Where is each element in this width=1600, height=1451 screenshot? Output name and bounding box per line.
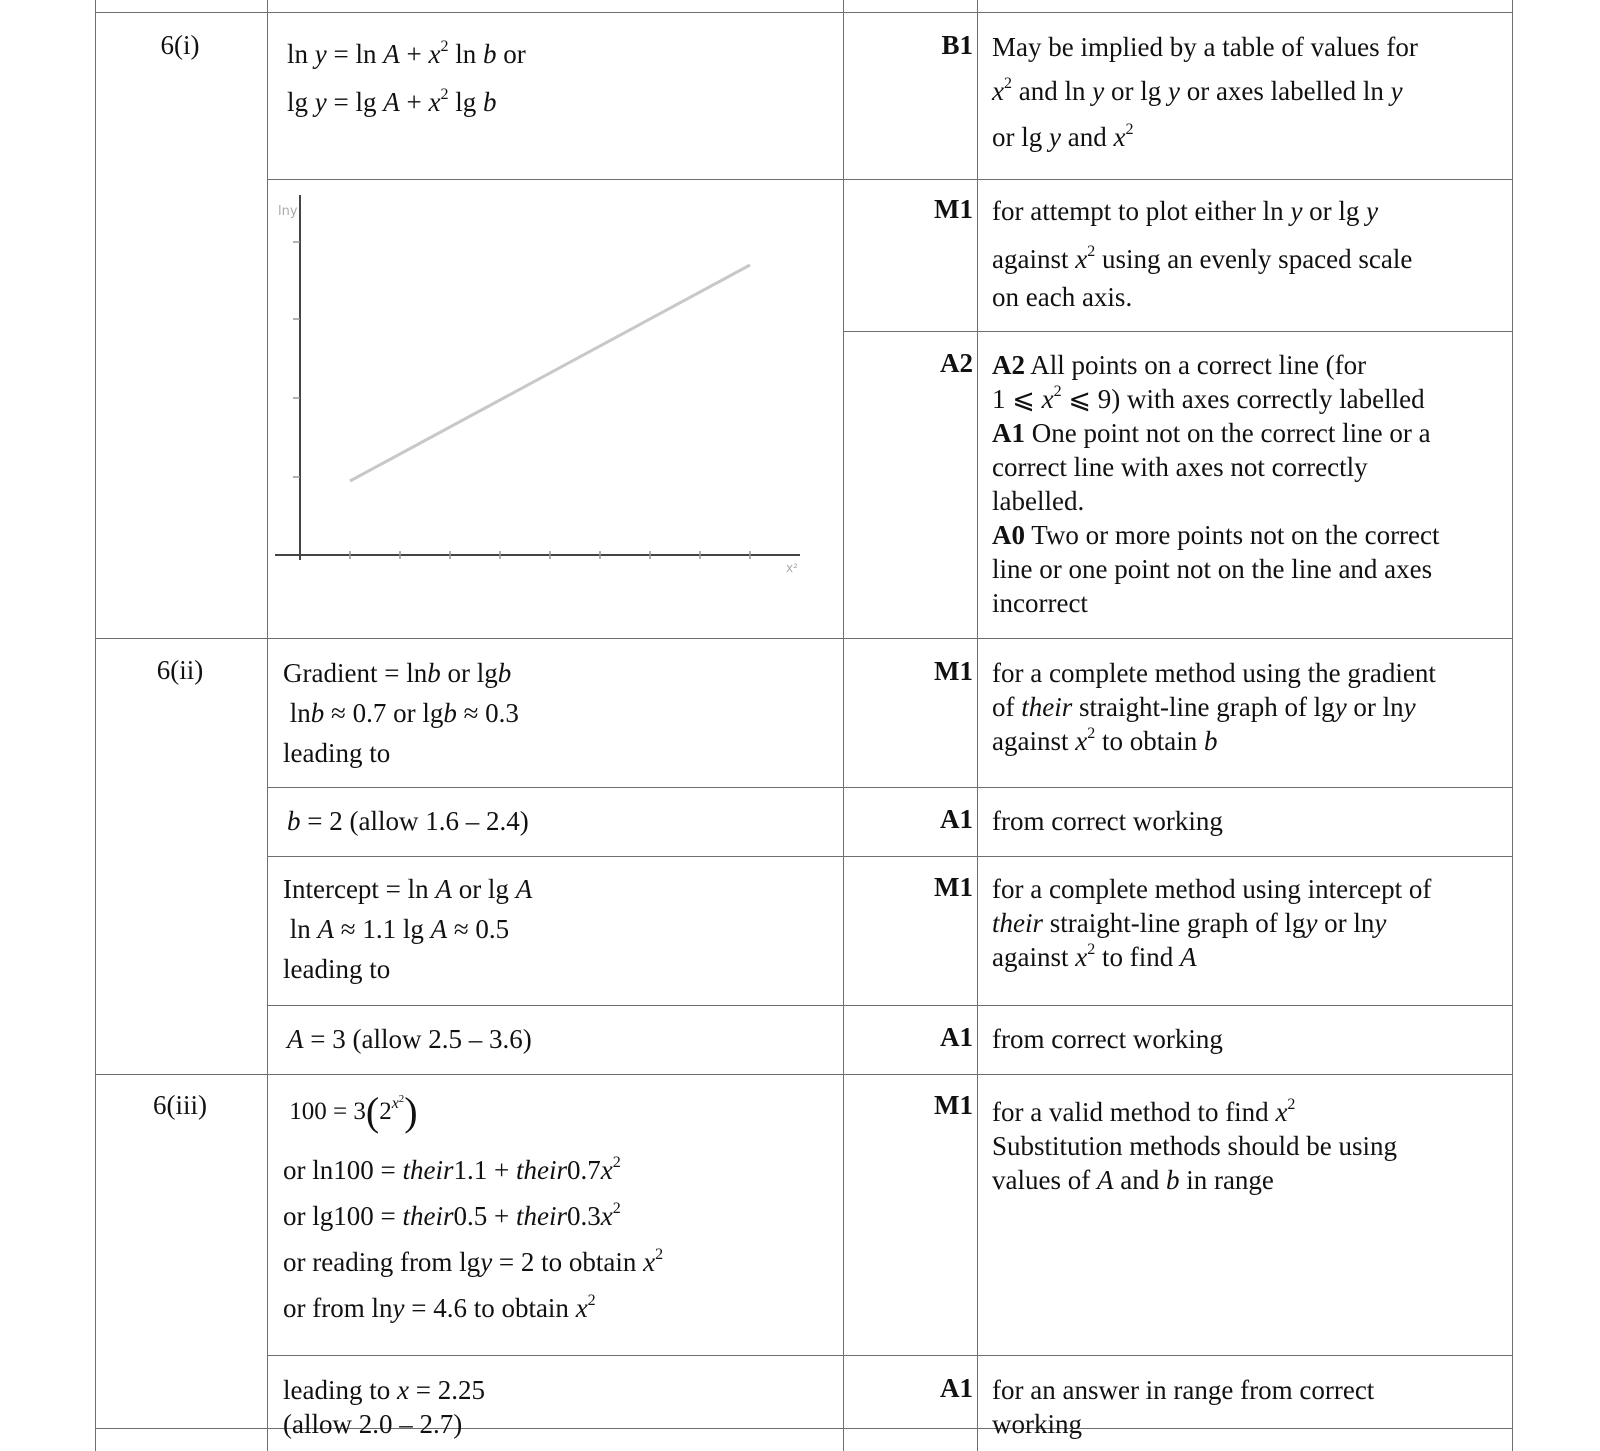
mark-label: M1: [934, 872, 973, 902]
mark-label: A2: [940, 348, 973, 378]
mark-label: M1: [934, 194, 973, 224]
guidance-cell: from correct working: [992, 806, 1223, 836]
answer-cell: $100 = 3(2^{x^2})$ or ln100 = their1.1 + $their0.7x^2$ or lg100 = their0.5 + $their0.3x^2$ or reading from lgy = 2 to obtain $x^2$ or from lny = 4.6 to obtain $x^2$: [283, 1089, 664, 1323]
guidance-cell: May be implied by a table of values for $x^2$ and ln y or lg y or axes labelled ln y or lg y and $x^2$: [992, 32, 1418, 152]
mark-label: A1: [940, 1022, 973, 1052]
mark-scheme-table: [95, 0, 1513, 1451]
table-rule: [268, 1005, 1513, 1006]
table-rule: [268, 856, 1513, 857]
answer-cell: A = 3 (allow 2.5 – 3.6): [287, 1024, 532, 1054]
question-number: 6(ii): [156, 655, 204, 685]
guidance-cell: from correct working: [992, 1024, 1223, 1054]
table-rule: [95, 0, 96, 1451]
answer-cell: Intercept = ln A or lg A ln A ≈ 1.1 lg A ≈ 0.5 leading to: [283, 874, 533, 984]
answer-cell: b = 2 (allow 1.6 – 2.4): [287, 806, 529, 836]
guidance-cell: A2 All points on a correct line (for 1 ⩽ $x^2$ ⩽ 9) with axes correctly labelled A1 One point not on the correct line or a correct line with axes not correctly labelled. A0 Two or more points not on the correct line or one point not on the line and axes incorrect: [992, 350, 1440, 618]
table-rule: [268, 1355, 1513, 1356]
table-rule: [95, 1074, 1513, 1075]
mark-label: A1: [940, 1373, 973, 1403]
y-axis-label: lny: [278, 204, 298, 219]
mark-label: B1: [941, 30, 973, 60]
table-rule: [267, 0, 268, 1451]
table-rule: [1512, 0, 1513, 1451]
guidance-cell: for a complete method using intercept of their straight-line graph of lgy or lny against $x^2$ to find A: [992, 874, 1432, 972]
mark-label: M1: [934, 656, 973, 686]
table-rule: [95, 12, 1513, 13]
answer-cell: leading to x = 2.25 (allow 2.0 – 2.7): [283, 1375, 485, 1439]
guidance-cell: for an answer in range from correct working: [992, 1375, 1375, 1439]
table-rule: [268, 787, 1513, 788]
table-rule: [268, 179, 1513, 180]
table-rule: [977, 0, 978, 1451]
mark-label: M1: [934, 1090, 973, 1120]
graph-lny-vs-x2: [270, 185, 840, 585]
graph-line: [350, 265, 750, 481]
question-number: 6(iii): [153, 1090, 207, 1120]
mark-label: A1: [940, 804, 973, 834]
x-axis-label: x²: [786, 561, 798, 575]
guidance-cell: for attempt to plot either ln y or lg y against $x^2$ using an evenly spaced scale on each axis.: [992, 196, 1413, 312]
table-rule: [95, 638, 1513, 639]
question-number: 6(i): [160, 30, 200, 60]
guidance-cell: for a complete method using the gradient of their straight-line graph of lgy or lny against $x^2$ to obtain b: [992, 658, 1436, 756]
answer-cell: Gradient = lnb or lgb lnb ≈ 0.7 or lgb ≈ 0.3 leading to: [283, 658, 519, 768]
y-tick-marks: [293, 242, 300, 477]
answer-cell: $\ln y = \ln A + x^2$ ln b or $\lg y = \lg A + x^2$ lg b: [287, 38, 526, 117]
guidance-cell: for a valid method to find $x^2$ Substitution methods should be using values of A and b in range: [992, 1096, 1398, 1195]
table-rule: [844, 331, 1513, 332]
